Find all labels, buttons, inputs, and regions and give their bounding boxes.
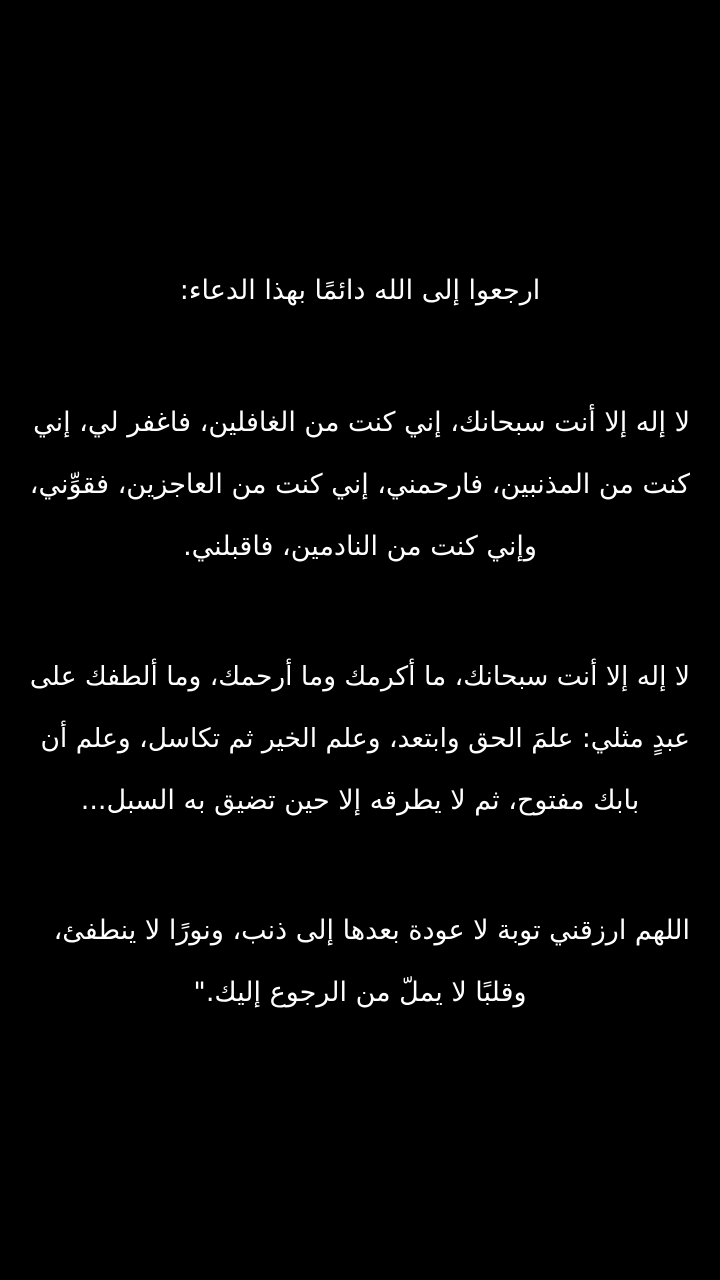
text-line: كنت من المذنبين، فارحمني، إني كنت من العاجزين، فقوِّني،	[29, 469, 690, 500]
text-line: عبدٍ مثلي: علمَ الحق وابتعد، وعلم الخير ثم تكاسل، وعلم أن	[40, 723, 690, 754]
text-line: وقلبًا لا يملّ من الرجوع إليك."	[193, 977, 527, 1008]
text-line: لا إله إلا أنت سبحانك، إني كنت من الغافلين، فاغفر لي، إني	[33, 407, 690, 438]
text-line: وإني كنت من النادمين، فاقبلني.	[183, 531, 537, 562]
text-line: لا إله إلا أنت سبحانك، ما أكرمك وما أرحمك، وما ألطفك على	[29, 661, 690, 692]
heading: ارجعوا إلى الله دائمًا بهذا الدعاء:	[179, 275, 541, 306]
dua-paragraph-3	[30, 900, 690, 1024]
text-line: اللهم ارزقني توبة لا عودة بعدها إلى ذنب، ونورًا لا ينطفئ،	[53, 915, 690, 946]
text-line: بابك مفتوح، ثم لا يطرقه إلا حين تضيق به السبل...	[80, 785, 640, 816]
dua-paragraph-1	[30, 392, 690, 578]
dua-paragraph-2	[30, 646, 690, 832]
